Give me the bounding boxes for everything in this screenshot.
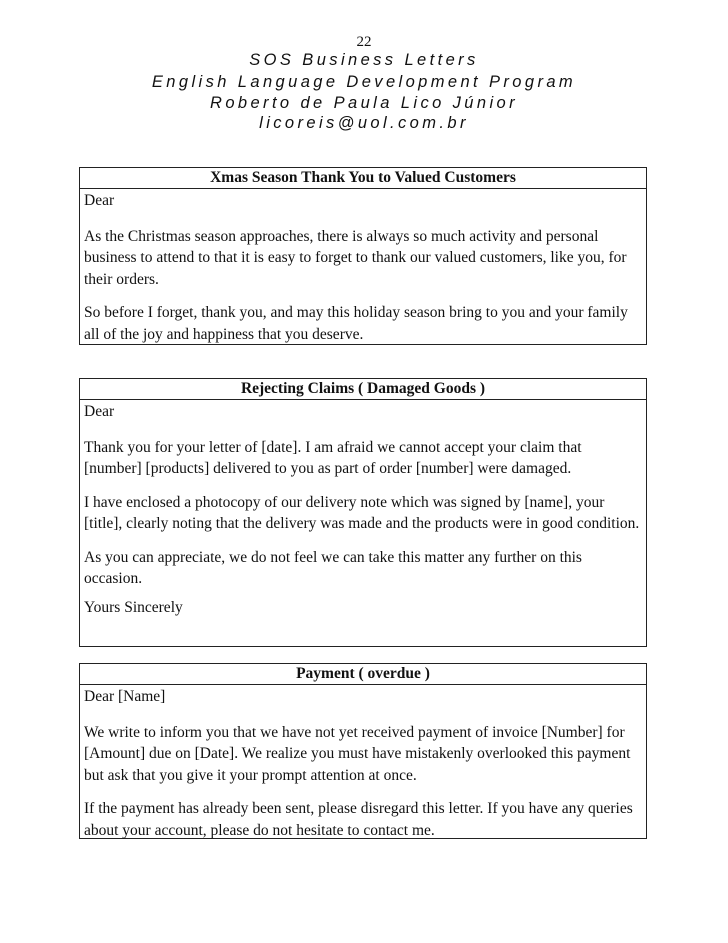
letter-paragraph: I have enclosed a photocopy of our delivery note which was signed by [name], your [title], clearly noting that the delivery was made and the products were in good condition. bbox=[84, 493, 640, 532]
program-name: English Language Development Program bbox=[151, 73, 577, 91]
letter-paragraph: If the payment has already been sent, please disregard this letter. If you have any queries about your account, please do not hesitate to contact me. bbox=[84, 800, 633, 839]
letter-title: Rejecting Claims ( Damaged Goods ) bbox=[80, 379, 646, 400]
page-number: 22 bbox=[356, 34, 372, 50]
letter-paragraph: As the Christmas season approaches, there is always so much activity and personal business to attend to that it is easy to forget to thank our valued customers, like you, for their orders. bbox=[84, 227, 627, 288]
letter-body bbox=[80, 400, 646, 618]
letter-salutation: Dear [Name] bbox=[84, 688, 166, 705]
letter-rejecting-claims bbox=[79, 378, 647, 647]
letter-paragraph: Thank you for your letter of [date]. I am afraid we cannot accept your claim that [number] [products] delivered to you as part of order [number] were damaged. bbox=[84, 438, 582, 477]
letter-payment-overdue bbox=[79, 663, 647, 839]
letter-salutation: Dear bbox=[84, 192, 115, 209]
letter-title: Payment ( overdue ) bbox=[80, 664, 646, 685]
letter-body bbox=[80, 189, 646, 345]
letter-paragraph: So before I forget, thank you, and may this holiday season bring to you and your family all of the joy and happiness that you deserve. bbox=[84, 304, 628, 343]
letter-body bbox=[80, 685, 646, 841]
author-email: licoreis@uol.com.br bbox=[259, 114, 469, 132]
letter-title: Xmas Season Thank You to Valued Customers bbox=[80, 168, 646, 189]
document-title: SOS Business Letters bbox=[249, 51, 479, 69]
letter-paragraph: We write to inform you that we have not yet received payment of invoice [Number] for [Amount] due on [Date]. We realize you must have mistakenly overlooked this payment but ask that you give it your prompt attention at once. bbox=[84, 723, 631, 784]
letter-paragraph: As you can appreciate, we do not feel we can take this matter any further on this occasion. bbox=[84, 548, 582, 587]
letter-salutation: Dear bbox=[84, 403, 115, 420]
letter-xmas-thank-you bbox=[79, 167, 647, 345]
author-name: Roberto de Paula Lico Júnior bbox=[210, 94, 518, 112]
letter-closing: Yours Sincerely bbox=[84, 598, 183, 616]
